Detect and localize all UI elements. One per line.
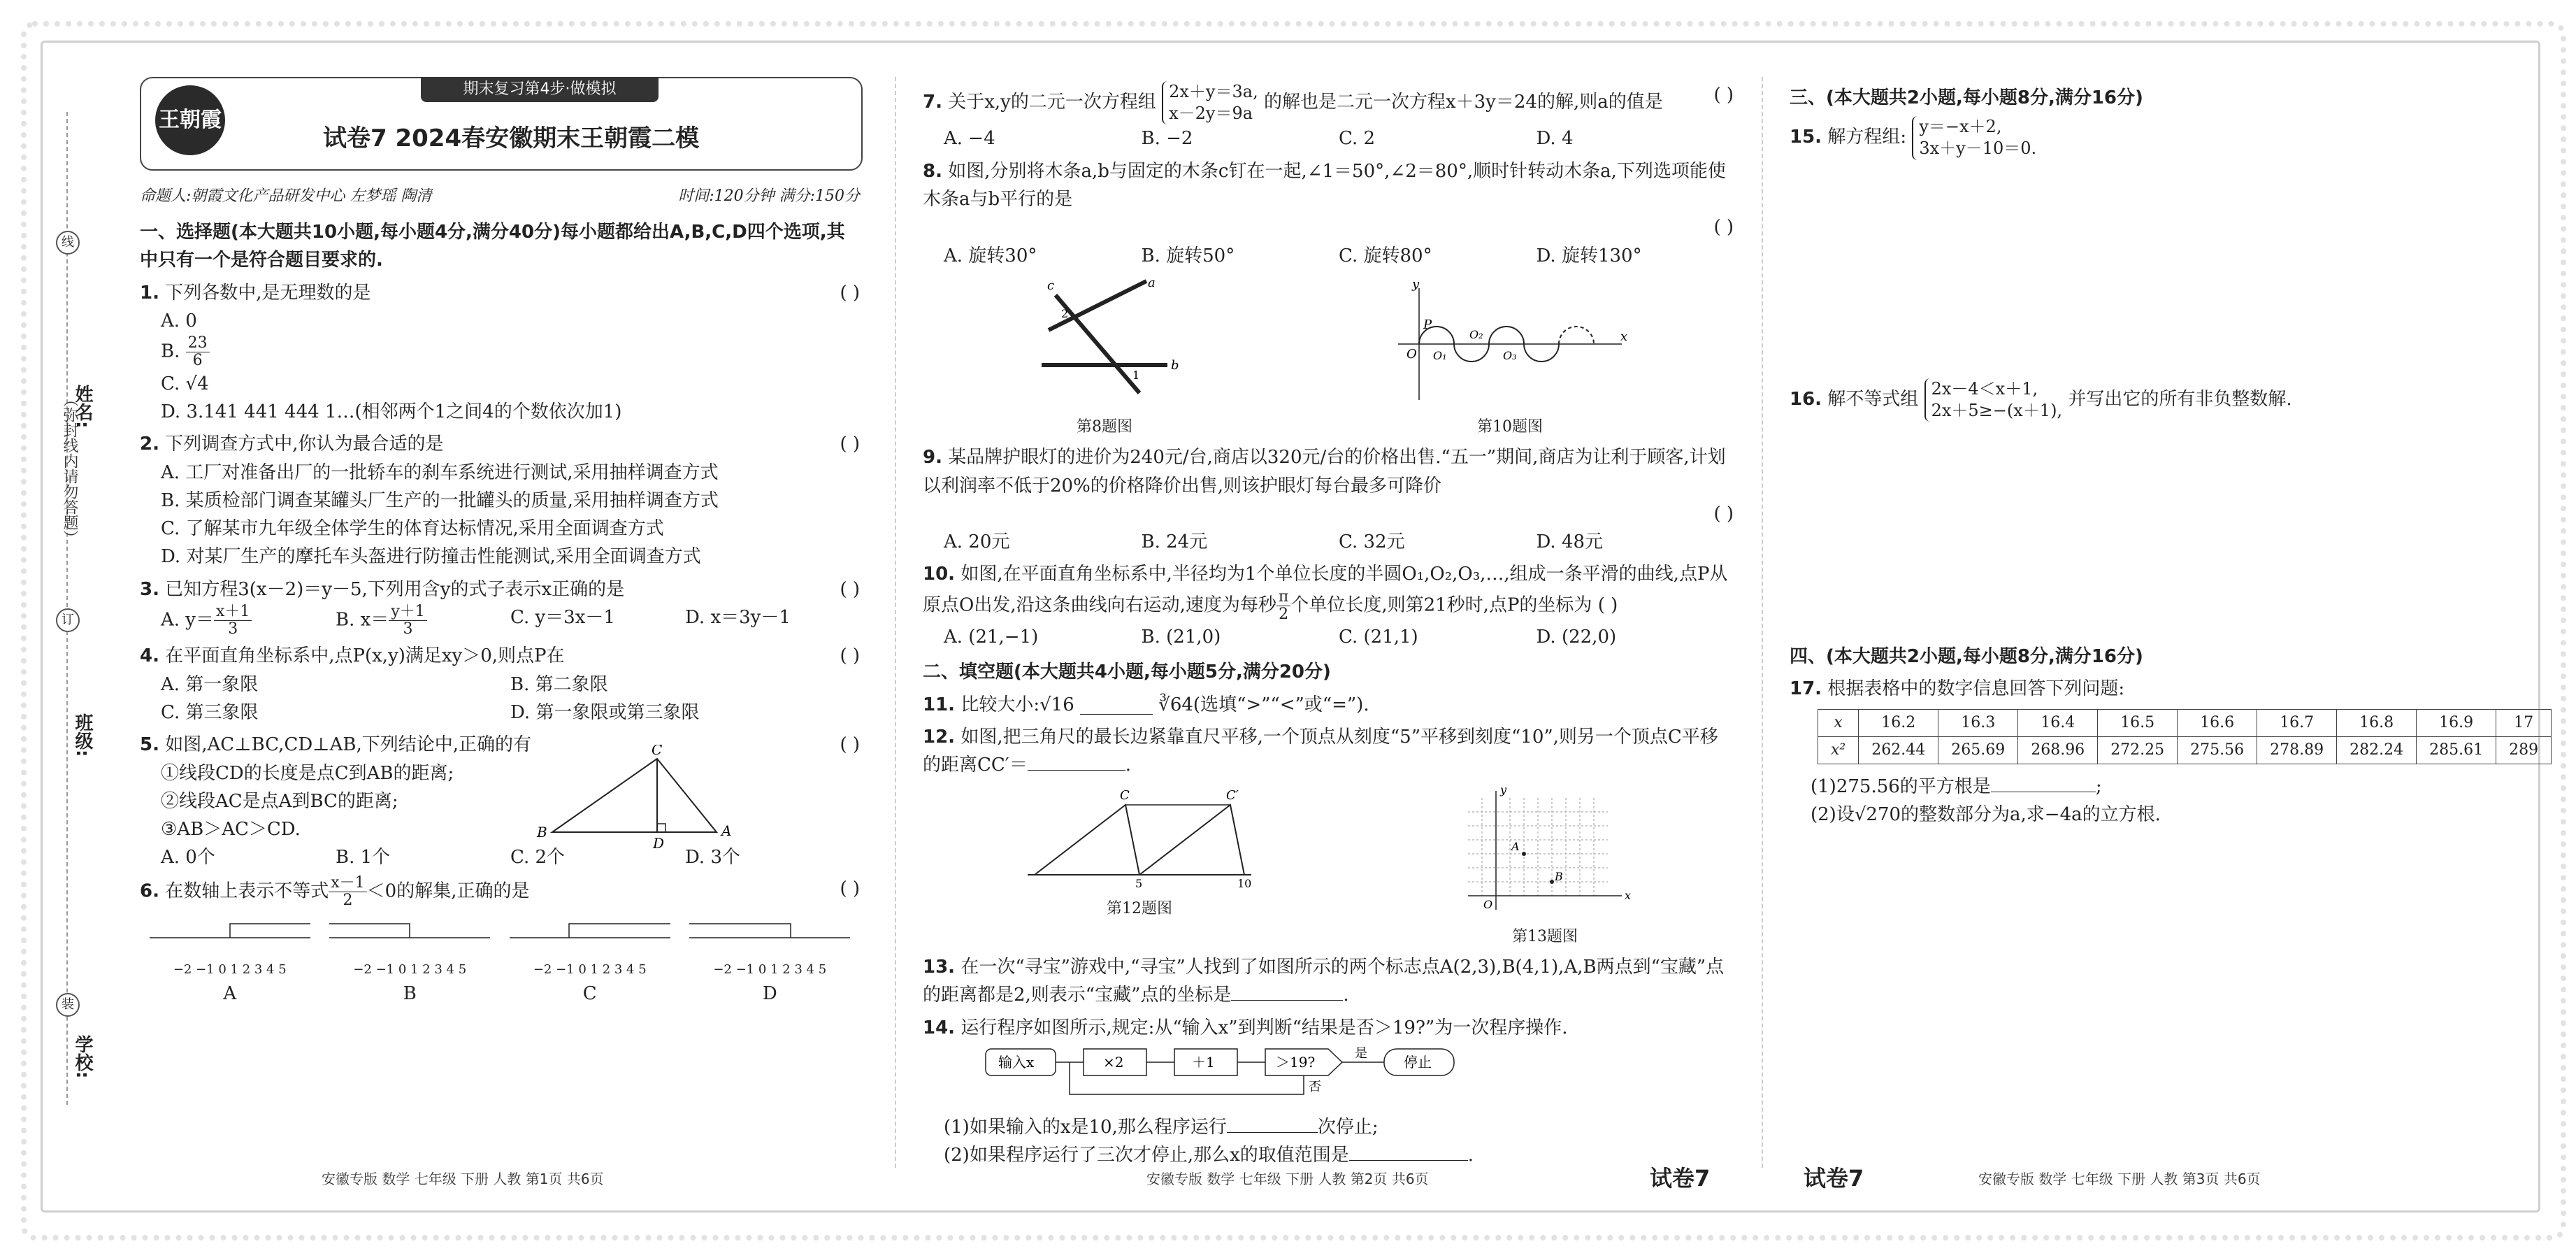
answer-paren: ( ) xyxy=(840,734,860,756)
option-d: D. 3个 xyxy=(685,847,740,868)
option-c: C. 32元 xyxy=(1339,531,1405,553)
option-a: A. 工厂对准备出厂的一批轿车的刹车系统进行测试,采用抽样调查方式 xyxy=(161,462,719,483)
option-d: D. (22,0) xyxy=(1536,627,1617,648)
table-cell: 278.89 xyxy=(2257,736,2337,764)
question-9: 9. 某品牌护眼灯的进价为240元/台,商店以320元/台的价格出售.“五一”期间,商店为让利于顾客,计划以利润率不低于20%的价格降价出售,则该护眼灯每台最多可降价 ( ) A. 20元 B. 24元 C. 32元 D. 48元 xyxy=(923,443,1734,556)
option-c: −2 −1 0 1 2 3 4 5 C xyxy=(500,917,680,1008)
figure-12: C C′ 5 10 第12题图 xyxy=(1021,784,1258,949)
equation-system: 2x＋y＝3a, x－2y＝9a xyxy=(1162,81,1258,124)
table-cell: 17 xyxy=(2496,709,2552,736)
svg-text:1: 1 xyxy=(1132,368,1140,382)
table-cell: 16.2 xyxy=(1859,709,1938,736)
paper-number-right: 试卷7 xyxy=(1804,1165,1864,1192)
table-cell: 16.4 xyxy=(2018,709,2098,736)
answer-space[interactable] xyxy=(1790,164,2510,374)
option-b: B. $\frac{23}{6}$ xyxy=(161,335,860,369)
table-cell: 268.96 xyxy=(2018,736,2098,764)
option-d: D. 4 xyxy=(1536,128,1574,150)
inequality-system: 2x－4＜x＋1, 2x＋5≥−(x＋1), xyxy=(1924,378,2062,422)
svg-text:x: x xyxy=(1620,329,1628,344)
svg-text:b: b xyxy=(1171,357,1179,373)
page-3-footer: 安徽专版 数学 七年级 下册 人教 第3页 共6页 xyxy=(1978,1171,2261,1187)
answer-blank[interactable] xyxy=(1227,1132,1318,1133)
table-cell: 285.61 xyxy=(2417,736,2496,764)
question-16: 16. 解不等式组 2x－4＜x＋1, 2x＋5≥−(x＋1), 并写出它的所有非负整数解. xyxy=(1790,378,2510,422)
svg-text:O₁: O₁ xyxy=(1433,348,1447,362)
option-b: B. −2 xyxy=(1141,128,1193,150)
svg-text:＞19?: ＞19? xyxy=(1276,1053,1316,1071)
svg-text:y: y xyxy=(1412,276,1420,292)
answer-paren: ( ) xyxy=(840,645,860,667)
figures-12-13 xyxy=(923,784,1734,949)
school-label: 学校: xyxy=(72,1035,93,1079)
table-cell: 289 xyxy=(2496,736,2552,764)
sub-question-1: (1)如果输入的x是10,那么程序运行 次停止; xyxy=(944,1117,1379,1138)
svg-text:停止: 停止 xyxy=(1404,1053,1432,1071)
question-4: 4. 在平面直角坐标系中,点P(x,y)满足xy＞0,则点P在 ( ) A. 第一象限 B. 第二象限 C. 第三象限 D. 第一象限或第三象限 xyxy=(140,642,860,727)
answer-paren: ( ) xyxy=(1713,217,1734,238)
table-cell: 262.44 xyxy=(1859,736,1938,764)
sub-question-2: (2)如果程序运行了三次才停止,那么x的取值范围是 . xyxy=(944,1145,1474,1166)
page-2-column xyxy=(923,77,1734,1174)
option-a: A. (21,−1) xyxy=(944,627,1039,648)
table-cell: 16.3 xyxy=(1938,709,2018,736)
class-label: 班级: xyxy=(72,713,93,757)
header-tag: 期末复习第4步·做模拟 xyxy=(421,77,659,102)
answer-blank[interactable] xyxy=(1231,1000,1343,1001)
option-c: C. 2 xyxy=(1339,128,1376,150)
label-c: C xyxy=(652,745,663,759)
label-b: B xyxy=(537,824,547,841)
option-b: −2 −1 0 1 2 3 4 5 B xyxy=(320,917,501,1008)
binding-circle-line: 线 xyxy=(56,231,80,255)
option-a: A. y＝ $\frac{x+1}{3}$ xyxy=(161,603,336,638)
table-row: x 16.2 16.3 16.4 16.5 16.6 16.7 16.8 16.9 17 xyxy=(1818,709,2552,736)
option-c: C. √4 xyxy=(161,373,209,394)
svg-text:5: 5 xyxy=(1135,876,1143,889)
option-a: A. 旋转30° xyxy=(944,245,1037,266)
option-d: D. 旋转130° xyxy=(1536,245,1642,266)
table-cell: 265.69 xyxy=(1938,736,2018,764)
option-c: C. y＝3x－1 xyxy=(510,607,615,629)
svg-text:否: 否 xyxy=(1309,1079,1321,1094)
ruler-triangle-figure xyxy=(1021,784,1258,889)
svg-text:是: 是 xyxy=(1355,1045,1367,1061)
option-a: A. −4 xyxy=(944,128,995,150)
answer-paren: ( ) xyxy=(840,878,860,900)
exam-meta xyxy=(140,185,860,208)
sub-question-1: (1)275.56的平方根是 ; xyxy=(1811,775,2102,797)
answer-space[interactable] xyxy=(1790,426,2510,636)
svg-text:a: a xyxy=(1148,275,1156,290)
option-a: A. 第一象限 xyxy=(161,673,259,695)
binding-circle-ding: 订 xyxy=(56,608,80,632)
answer-paren: ( ) xyxy=(1597,594,1618,616)
figures-8-10 xyxy=(923,274,1734,439)
answer-blank[interactable] xyxy=(1349,1160,1468,1161)
question-12: 12. 如图,把三角尺的最长边紧靠直尺平移,一个顶点从刻度“5”平移到刻度“10”,则另一个顶点C平移的距离CC′＝ . xyxy=(923,727,1718,776)
section-3-heading: 三、(本大题共2小题,每小题8分,满分16分) xyxy=(1790,87,2143,108)
name-label: 姓名: xyxy=(72,385,93,429)
svg-text:C′: C′ xyxy=(1226,787,1239,803)
option-a: A. 0 xyxy=(161,310,197,331)
table-cell: 272.25 xyxy=(2098,736,2178,764)
svg-text:C: C xyxy=(1120,787,1130,803)
grid-figure xyxy=(1454,784,1636,917)
question-5: 5. 如图,AC⊥BC,CD⊥AB,下列结论中,正确的有 ( ) ①线段CD的长度是点C到AB的距离; ②线段AC是点A到BC的距离; ③AB＞AC＞CD. A. 0个 B. 1个 C. 2个 D. 3个 C A B D xyxy=(140,731,860,871)
column-divider xyxy=(895,77,896,1168)
brand-logo: 王朝霞 xyxy=(155,85,225,155)
option-d: D. 对某厂生产的摩托车头盔进行防撞击性能测试,采用全面调查方式 xyxy=(161,546,701,568)
answer-paren: ( ) xyxy=(840,282,860,303)
sub-question-2: (2)设√270的整数部分为a,求−4a的立方根. xyxy=(1811,804,2161,826)
section-1-heading: 一、选择题(本大题共10小题,每小题4分,满分40分)每小题都给出A,B,C,D四个选项,其中只有一个是符合题目要求的. xyxy=(140,222,845,271)
svg-text:B: B xyxy=(1555,869,1563,883)
flowchart xyxy=(979,1042,1510,1105)
semicircle-curve-figure xyxy=(1391,274,1629,407)
page-3-column xyxy=(1790,77,2539,833)
option-d: D. 48元 xyxy=(1536,531,1604,553)
statement-3: ③AB＞AC＞CD. xyxy=(161,819,301,841)
option-c: C. 旋转80° xyxy=(1339,245,1432,266)
svg-text:2: 2 xyxy=(1061,306,1069,320)
equation-system: y＝−x＋2, 3x＋y－10＝0. xyxy=(1912,116,2036,159)
sticks-figure xyxy=(1028,274,1181,407)
answer-paren: ( ) xyxy=(1713,85,1734,106)
question-3: 3. 已知方程3(x－2)＝y－5,下列用含y的式子表示x正确的是 ( ) A. y＝ $\frac{x+1}{3}$ B. x＝ $\frac{y+1}{3}$ C. y＝3x－1 D. x＝3y－1 xyxy=(140,576,860,638)
table-cell: 16.8 xyxy=(2337,709,2417,736)
paper-number-left: 试卷7 xyxy=(1650,1165,1711,1192)
option-a: −2 −1 0 1 2 3 4 5 A xyxy=(140,917,320,1008)
option-b: B. 24元 xyxy=(1141,531,1208,553)
option-d: D. 3.141 441 444 1…(相邻两个1之间4的个数依次加1) xyxy=(161,401,622,422)
svg-text:y: y xyxy=(1500,783,1507,796)
figure-8: c a b 2 1 第8题图 xyxy=(1028,274,1181,439)
q5-triangle-figure xyxy=(531,745,741,850)
question-17: 17. 根据表格中的数字信息回答下列问题: x 16.2 16.3 16.4 16.5 16.6 16.7 16.8 16.9 17 x² 262.44 265.69 268.96 272.25 275.56 278.89 282.24 285.61 289 (1)275.56的平方根是 ; (2)设√270的整数部分为a,求−4a的立方根. xyxy=(1790,675,2510,829)
section-4-heading: 四、(本大题共2小题,每小题8分,满分16分) xyxy=(1790,646,2143,668)
page-1-column xyxy=(140,77,860,1012)
time-score: 时间:120分钟 满分:150分 xyxy=(678,187,860,205)
page-2-footer: 安徽专版 数学 七年级 下册 人教 第2页 共6页 xyxy=(1146,1171,1429,1187)
svg-text:＋1: ＋1 xyxy=(1192,1053,1215,1071)
table-cell: 16.9 xyxy=(2417,709,2496,736)
question-2: 2. 下列调查方式中,你认为最合适的是 ( ) A. 工厂对准备出厂的一批轿车的刹车系统进行测试,采用抽样调查方式 B. 某质检部门调查某罐头厂生产的一批罐头的质量,采用抽样调查方式 C. 了解某市九年级全体学生的体育达标情况,采用全面调查方式 D. 对某厂生产的摩托车头盔进行防撞击性能测试,采用全面调查方式 xyxy=(140,430,860,571)
table-cell: 16.7 xyxy=(2257,709,2337,736)
svg-text:输入x: 输入x xyxy=(998,1053,1035,1071)
table-cell: 282.24 xyxy=(2337,736,2417,764)
option-b: B. 第二象限 xyxy=(510,673,608,695)
answer-paren: ( ) xyxy=(840,434,860,455)
table-cell: 16.5 xyxy=(2098,709,2178,736)
column-divider xyxy=(1762,77,1763,1168)
option-d: −2 −1 0 1 2 3 4 5 D xyxy=(680,917,861,1008)
binding-circle-zhuang: 装 xyxy=(56,993,80,1017)
table-row: x² 262.44 265.69 268.96 272.25 275.56 278.89 282.24 285.61 289 xyxy=(1818,736,2552,764)
option-d: D. 第一象限或第三象限 xyxy=(510,702,700,723)
option-c: C. 2个 xyxy=(510,847,566,868)
question-10: 10. 如图,在平面直角坐标系中,半径均为1个单位长度的半圆O₁,O₂,O₃,…,组成一条平滑的曲线,点P从原点O出发,沿这条曲线向右运动,速度为每秒 $\frac{\pi}{2}$ 个单位长度,则第21秒时,点P的坐标为 ( ) A. (21,−1) B. (21,0) C. (21,1) D. (22,0) xyxy=(923,560,1734,651)
svg-text:P: P xyxy=(1423,317,1432,332)
option-a: A. 0个 xyxy=(161,847,215,868)
label-d: D xyxy=(653,835,665,850)
answer-blank[interactable] xyxy=(1028,770,1125,771)
number-line-options xyxy=(140,917,860,1008)
answer-paren: ( ) xyxy=(840,578,860,600)
question-14: 14. 运行程序如图所示,规定:从“输入x”到判断“结果是否＞19?”为一次程序操作. 输入x ×2 ＋1 ＞19? 停止 是 否 (1)如果输入的x是10,那么程序运行 次停止; (2)如果程序运行了三次才停止,那么x的取值范围是 . xyxy=(923,1014,1734,1170)
svg-text:10: 10 xyxy=(1237,876,1252,889)
question-15: 15. 解方程组: y＝−x＋2, 3x＋y－10＝0. xyxy=(1790,116,2510,159)
question-7: 7. 关于x,y的二元一次方程组 2x＋y＝3a, x－2y＝9a 的解也是二元一次方程x＋3y＝24的解,则a的值是 ( ) A. −4 B. −2 C. 2 D. 4 xyxy=(923,81,1734,153)
answer-paren: ( ) xyxy=(1713,503,1734,524)
svg-text:c: c xyxy=(1047,278,1055,293)
exam-title: 试卷7 2024春安徽期末王朝霞二模 xyxy=(323,124,700,152)
table-cell: 275.56 xyxy=(2178,736,2257,764)
question-11: 11. 比较大小:√16 ________ ∛64(选填“>”“<”或“=”). xyxy=(923,694,1369,715)
question-1: 1. 下列各数中,是无理数的是 ( ) A. 0 B. $\frac{23}{6}$ C. √4 D. 3.141 441 444 1…(相邻两个1之间4的个数依次加1) xyxy=(140,279,860,427)
options-row xyxy=(161,603,860,638)
seal-note: （弥封线内请勿答题） xyxy=(61,392,78,545)
option-c: C. (21,1) xyxy=(1339,627,1418,648)
question-13: 13. 在一次“寻宝”游戏中,“寻宝”人找到了如图所示的两个标志点A(2,3),B(4,1),A,B两点到“宝藏”点的距离都是2,则表示“宝藏”点的坐标是 . xyxy=(923,956,1725,1006)
question-8: 8. 如图,分别将木条a,b与固定的木条c钉在一起,∠1＝50°,∠2＝80°,顺时针转动木条a,下列选项能使木条a与b平行的是 ( ) A. 旋转30° B. 旋转50° C. 旋转80° D. 旋转130° c a b 2 1 第8题图 y x O P O₁ O₂ O₃ 第10题图 xyxy=(923,157,1734,440)
svg-text:O: O xyxy=(1406,346,1417,362)
svg-text:x: x xyxy=(1625,888,1632,902)
option-b: B. x＝ $\frac{y+1}{3}$ xyxy=(336,603,510,638)
option-b: B. 旋转50° xyxy=(1141,245,1235,266)
svg-text:×2: ×2 xyxy=(1103,1053,1124,1071)
option-b: B. (21,0) xyxy=(1141,627,1221,648)
label-a: A xyxy=(721,822,732,840)
option-c: C. 了解某市九年级全体学生的体育达标情况,采用全面调查方式 xyxy=(161,518,664,540)
page-1-footer: 安徽专版 数学 七年级 下册 人教 第1页 共6页 xyxy=(322,1171,604,1187)
svg-text:O: O xyxy=(1483,897,1493,911)
section-2-heading: 二、填空题(本大题共4小题,每小题5分,满分20分) xyxy=(923,662,1331,683)
svg-text:A: A xyxy=(1511,839,1520,853)
figure-13: A B y x O 第13题图 xyxy=(1454,784,1636,949)
statement-2: ②线段AC是点A到BC的距离; xyxy=(161,790,398,812)
table-cell: 16.6 xyxy=(2178,709,2257,736)
option-b: B. 某质检部门调查某罐头厂生产的一批罐头的质量,采用抽样调查方式 xyxy=(161,489,719,511)
question-6: 6. 在数轴上表示不等式 $\frac{x-1}{2}$ ＜0的解集,正确的是 ( ) −2 −1 0 1 2 3 4 5 A −2 −1 0 1 2 3 4 5 B −2 −1 0 1 2 3 4 5 C −2 −1 0 1 2 3 4 5 D xyxy=(140,875,860,1008)
option-d: D. x＝3y－1 xyxy=(685,607,791,629)
squares-table xyxy=(1818,709,2552,764)
option-c: C. 第三象限 xyxy=(161,702,259,723)
statement-1: ①线段CD的长度是点C到AB的距离; xyxy=(161,762,454,784)
option-a: A. 20元 xyxy=(944,531,1010,553)
figure-10: y x O P O₁ O₂ O₃ 第10题图 xyxy=(1391,274,1629,439)
svg-text:O₂: O₂ xyxy=(1469,327,1483,341)
exam-header xyxy=(140,77,863,171)
authors: 命题人:朝霞文化产品研发中心 左梦瑶 陶清 xyxy=(140,187,432,205)
svg-text:O₃: O₃ xyxy=(1503,348,1517,362)
option-b: B. 1个 xyxy=(336,847,391,868)
